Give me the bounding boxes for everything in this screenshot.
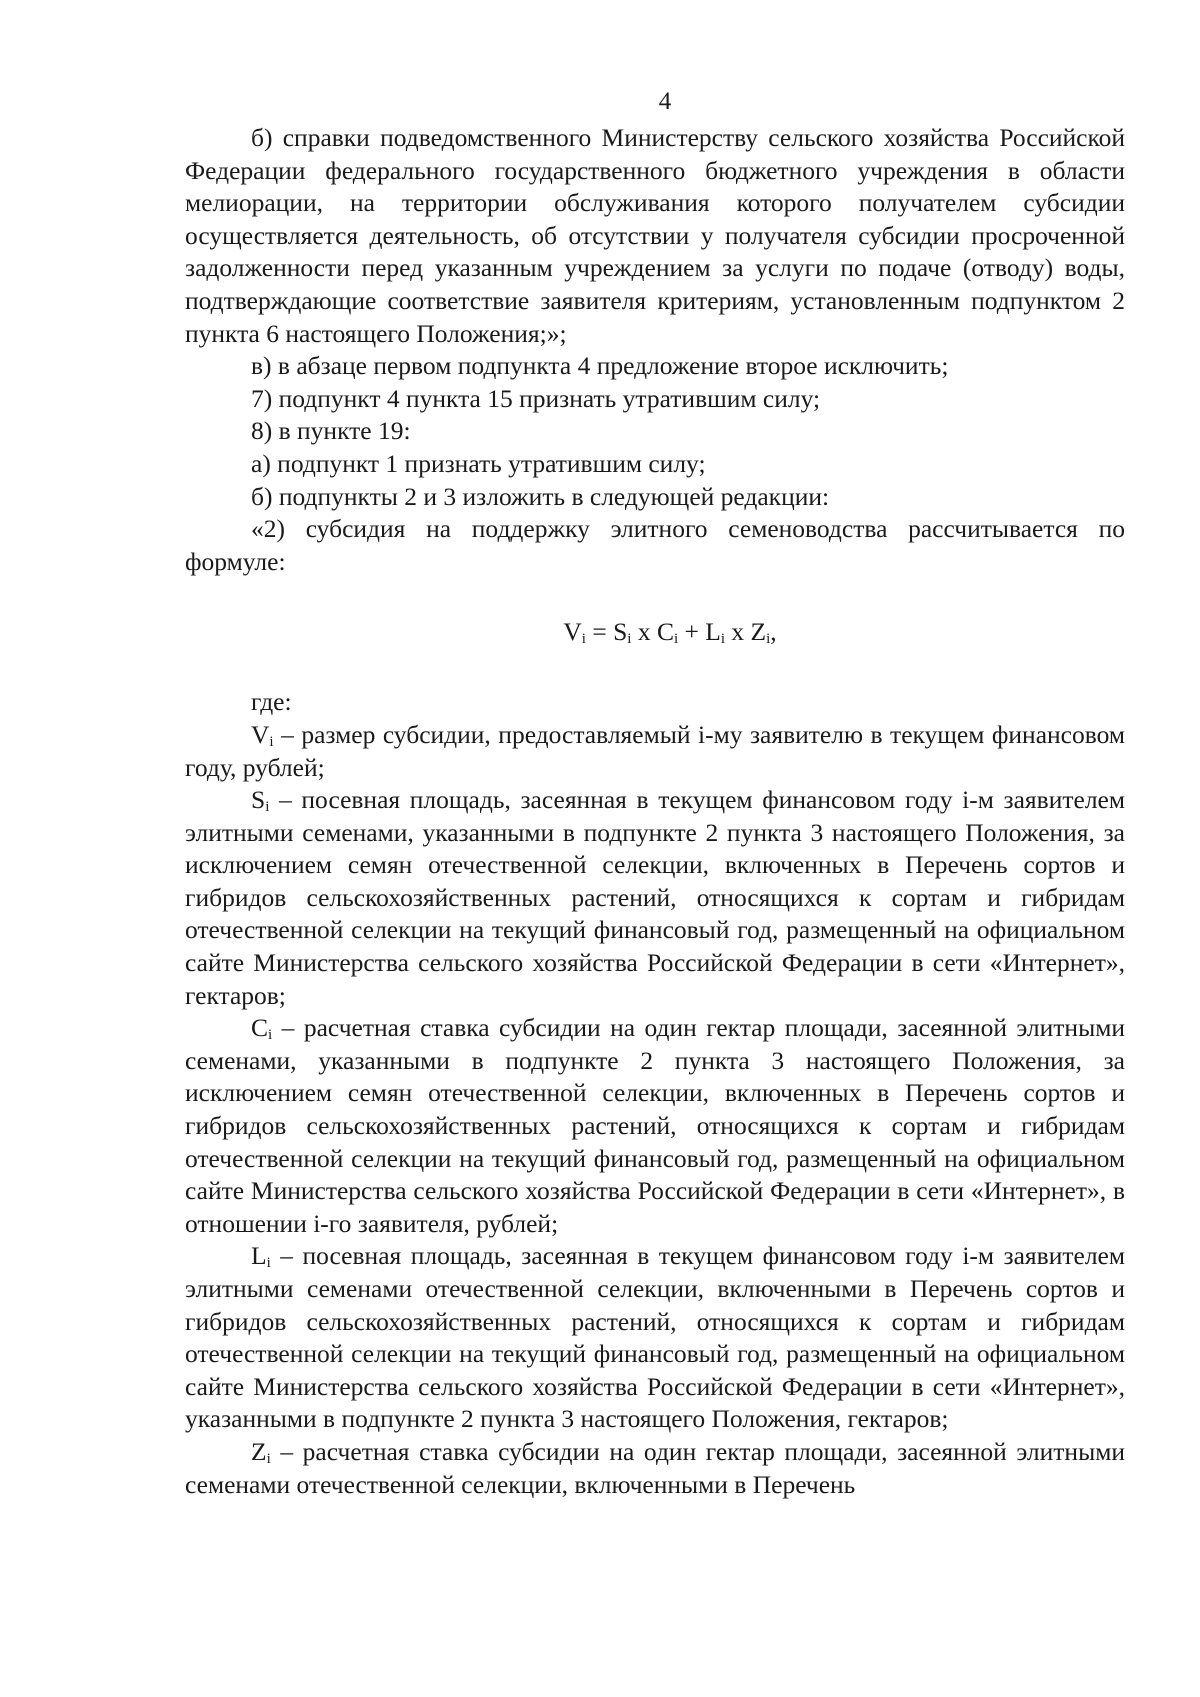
formula-times-2: x [725,617,751,647]
formula-c: C [656,617,674,647]
paragraph-item-a: а) подпункт 1 признать утратившим силу; [251,448,706,478]
definition-c [185,1012,1125,1240]
document-page [185,86,1125,1501]
formula-c-sub: i [673,631,679,648]
formula-v: V [563,617,582,647]
paragraph-item-7: 7) подпункт 4 пункта 15 признать утратившим силу; [251,383,821,413]
paragraph-item-v: в) в абзаце первом подпункта 4 предложение второе исключить; [251,351,949,381]
paragraph-formula-intro: «2) субсидия на поддержку элитного семеноводства рассчитывается по формуле: [185,514,1125,576]
subsidy-formula [185,616,1125,648]
formula-s: S [613,617,628,647]
definition-c-symbol: C [251,1013,269,1043]
definition-c-text: – расчетная ставка субсидии на один гектар площади, засеянной элитными семенами, указанными в подпункте 2 пункта 3 настоящего Положения, за исключением семян отечественной селекции, включенных в Перечень сортов и гибридов сельскохозяйственных растений, относящихся к сортам и гибридам отечественной селекции на текущий финансовый год, размещенный на официальном сайте Министерства сельского хозяйства Российской Федерации в сети «Интернет», в отношении i-го заявителя, рублей; [185,1013,1125,1238]
where-label: где: [251,687,292,717]
formula-l-sub: i [720,631,726,648]
formula-plus: + [678,617,706,647]
definition-s-sub: i [265,799,270,816]
formula-end: , [770,617,777,647]
definition-v-sub: i [269,733,274,750]
definition-s-text: – посевная площадь, засеянная в текущем финансовом году i-м заявителем элитными семенами, указанными в подпункте 2 пункта 3 настоящего Положения, за исключением семян отечественной селекции, включенных в Перечень сортов и гибридов сельскохозяйственных растений, относящихся к сортам и гибридам отечественной селекции на текущий финансовый год, размещенный на официальном сайте Министерства сельского хозяйства Российской Федерации в сети «Интернет», гектаров; [185,785,1125,1010]
definition-z-symbol: Z [251,1436,267,1466]
definition-z-sub: i [266,1450,271,1467]
definition-s [185,784,1125,1012]
formula-z-sub: i [766,631,771,648]
definition-l-text: – посевная площадь, засеянная в текущем финансовом году i-м заявителем элитными семенами отечественной селекции, включенными в Перечень сортов и гибридов сельскохозяйственных растений, относящихся к сортам и гибридам отечественной селекции на текущий финансовый год, размещенный на официальном сайте Министерства сельского хозяйства Российской Федерации в сети «Интернет», указанными в подпункте 2 пункта 3 настоящего Положения, гектаров; [185,1241,1125,1434]
formula-l: L [705,617,721,647]
formula-z: Z [750,617,767,647]
definition-v [185,719,1125,784]
definition-v-symbol: V [251,719,270,749]
page-number: 4 [658,88,672,115]
definition-l-symbol: L [251,1241,267,1271]
paragraph-item-b: б) подпункты 2 и 3 изложить в следующей редакции: [251,481,830,511]
formula-s-sub: i [627,631,632,648]
formula-times-1: x [631,617,657,647]
formula-eq: = [585,617,614,647]
formula-v-sub: i [581,631,586,648]
paragraph-certificate: б) справки подведомственного Министерству сельского хозяйства Российской Федерации федерального государственного бюджетного учреждения в области мелиорации, на территории обслуживания которого получателем субсидии осуществляется деятельность, об отсутствии у получателя субсидии просроченной задолженности перед указанным учреждением за услуги по подаче (отводу) воды, подтверждающие соответствие заявителя критериям, установленным подпунктом 2 пункта 6 настоящего Положения;»; [185,123,1125,348]
definition-l-sub: i [266,1255,271,1272]
definition-z [185,1436,1125,1501]
paragraph-item-8: 8) в пункте 19: [251,416,411,446]
definition-s-symbol: S [251,785,266,815]
definition-v-text: – размер субсидии, предоставляемый i-му заявителю в текущем финансовом году, рублей; [185,719,1125,782]
definition-z-text: – расчетная ставка субсидии на один гектар площади, засеянной элитными семенами отечественной селекции, включенными в Перечень [185,1436,1125,1499]
definition-l [185,1240,1125,1436]
definition-c-sub: i [268,1027,273,1044]
